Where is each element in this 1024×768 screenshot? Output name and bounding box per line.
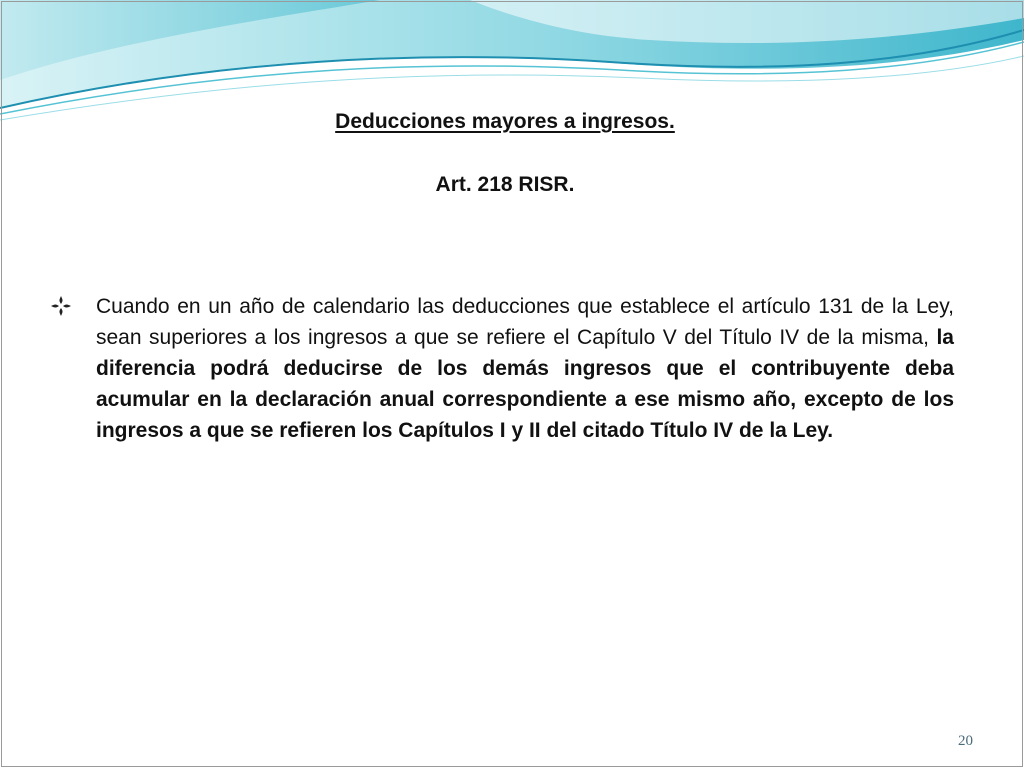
page-number: 20 bbox=[958, 733, 973, 749]
slide-subtitle: Art. 218 RISR. bbox=[435, 173, 575, 196]
slide-title: Deducciones mayores a ingresos. bbox=[335, 110, 675, 133]
bullet-text-plain: Cuando en un año de calendario las deducciones que establece el artículo 131 de la Ley, sean superiores a los ingresos a que se refiere el Capítulo V del Título IV de la misma, bbox=[96, 295, 954, 349]
bullet-text bbox=[96, 291, 954, 446]
bullet-paragraph bbox=[50, 291, 954, 446]
bullet-text-bold: la diferencia podrá deducirse de los demás ingresos que el contribuyente deba acumular en la declaración anual correspondiente a ese mismo año, excepto de los ingresos a que se refieren los Capítulos I y II del citado Título IV de la Ley. bbox=[96, 326, 954, 442]
diamond-bullet-icon bbox=[50, 295, 72, 317]
